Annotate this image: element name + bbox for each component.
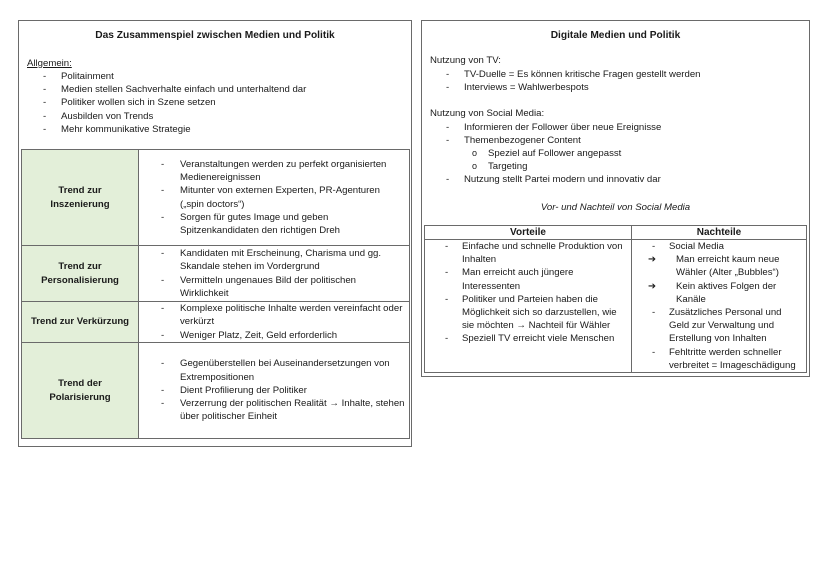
list-item bbox=[430, 134, 800, 147]
list-item: - Medien stellen Sachverhalte einfach und unterhaltend dar bbox=[27, 83, 397, 96]
list-item bbox=[632, 240, 804, 253]
list-item bbox=[632, 253, 804, 279]
list-item: - Sorgen für gutes Image und geben Spitzenkandidaten den richtigen Dreh bbox=[139, 211, 405, 237]
pros-cell bbox=[425, 240, 632, 373]
general-label: Allgemein: bbox=[27, 58, 72, 69]
social-media-list bbox=[430, 121, 800, 147]
list-item: - Kandidaten mit Erscheinung, Charisma und gg. Skandale stehen im Vordergrund bbox=[139, 247, 405, 273]
list-item: - Verzerrung der politischen Realität → Inhalte, stehen über politischer Einheit bbox=[139, 397, 405, 423]
list-item: - Ausbilden von Trends bbox=[27, 110, 397, 123]
table-row bbox=[22, 302, 410, 343]
trend-name-cell bbox=[22, 246, 139, 302]
panel-title: Das Zusammenspiel zwischen Medien und Politik bbox=[95, 30, 335, 41]
list-item: - Weniger Platz, Zeit, Geld erforderlich bbox=[139, 329, 405, 342]
tv-label: Nutzung von TV: bbox=[430, 55, 501, 66]
social-media-label: Nutzung von Social Media: bbox=[430, 108, 545, 119]
list-item-text: Themenbezogener Content bbox=[464, 135, 581, 147]
media-politics-panel bbox=[18, 20, 412, 447]
trend-name: Polarisierung bbox=[49, 391, 111, 403]
list-item: - Einfache und schnelle Produktion von Inhalten bbox=[425, 240, 629, 266]
cons-header: Nachteile bbox=[632, 226, 807, 240]
panel-title: Digitale Medien und Politik bbox=[550, 30, 681, 41]
list-item: - Politiker und Parteien haben die Möglichkeit sich so darzustellen, wie sie möchten → Nachteil für Wähler bbox=[425, 293, 629, 333]
trend-content-cell bbox=[139, 302, 410, 343]
list-item: - Vermitteln ungenaues Bild der politischen Wirklichkeit bbox=[139, 274, 405, 300]
trend-name: Trend zur bbox=[58, 185, 102, 197]
list-item: - TV-Duelle = Es können kritische Fragen gestellt werden bbox=[430, 68, 800, 81]
table-row bbox=[22, 246, 410, 302]
arrow-right-icon: ➔ bbox=[648, 254, 657, 266]
trend-content-cell bbox=[139, 246, 410, 302]
list-item: - Politainment bbox=[27, 70, 397, 83]
list-item: - Mehr kommunikative Strategie bbox=[27, 123, 397, 136]
list-item: o Targeting bbox=[448, 160, 788, 173]
list-item: - Politiker wollen sich in Szene setzen bbox=[27, 96, 397, 109]
trend-name: Trend zur Verkürzung bbox=[30, 316, 130, 328]
trends-table bbox=[21, 149, 410, 439]
list-item: o Speziel auf Follower angepasst bbox=[448, 147, 788, 160]
list-item: - Mitunter von externen Experten, PR-Agenturen („spin doctors“) bbox=[139, 184, 405, 210]
tv-list bbox=[430, 68, 800, 94]
trend-name: Personalisierung bbox=[41, 274, 119, 286]
trend-name: Trend zur bbox=[58, 261, 102, 273]
list-item-text: Man erreicht kaum neue Wähler (Alter „Bubbles“) bbox=[676, 254, 780, 279]
trend-name-cell bbox=[22, 302, 139, 343]
list-item: - Nutzung stellt Partei modern und innovativ dar bbox=[430, 173, 800, 186]
list-item: - Fehltritte werden schneller verbreitet = Imageschädigung bbox=[632, 346, 804, 372]
table-row bbox=[22, 150, 410, 246]
table-row bbox=[425, 226, 807, 240]
list-item: - Interviews = Wahlwerbespots bbox=[430, 81, 800, 94]
table-row bbox=[22, 343, 410, 439]
arrow-right-icon: ➔ bbox=[648, 280, 657, 292]
social-media-sublist bbox=[448, 147, 788, 173]
social-media-list-cont bbox=[430, 173, 800, 186]
list-item: - Veranstaltungen werden zu perfekt organisierten Medienereignissen bbox=[139, 158, 405, 184]
list-item bbox=[632, 280, 804, 306]
general-list bbox=[27, 70, 397, 136]
trend-name-cell bbox=[22, 150, 139, 246]
pros-cons-table bbox=[424, 225, 807, 373]
trend-name-cell bbox=[22, 343, 139, 439]
list-item: - Gegenüberstellen bei Auseinandersetzungen von Extrempositionen bbox=[139, 357, 405, 383]
pros-cons-caption: Vor- und Nachteil von Social Media bbox=[540, 202, 691, 213]
pros-header: Vorteile bbox=[425, 226, 632, 240]
trend-name: Inszenierung bbox=[50, 198, 110, 210]
trend-content-cell bbox=[139, 343, 410, 439]
list-item-text: Kein aktives Folgen der Kanäle bbox=[676, 280, 777, 305]
table-row bbox=[425, 240, 807, 373]
list-item-text: Social Media bbox=[669, 241, 724, 252]
list-item: - Komplexe politische Inhalte werden vereinfacht oder verkürzt bbox=[139, 302, 405, 328]
trend-content-cell bbox=[139, 150, 410, 246]
list-item: - Man erreicht auch jüngere Interessenten bbox=[425, 266, 629, 292]
cons-cell bbox=[632, 240, 807, 373]
trend-name: Trend der bbox=[58, 378, 102, 390]
list-item: - Speziell TV erreicht viele Menschen bbox=[425, 332, 629, 345]
list-item: - Informieren der Follower über neue Ereignisse bbox=[430, 121, 800, 134]
list-item: - Zusätzliches Personal und Geld zur Verwaltung und Erstellung von Inhalten bbox=[632, 306, 804, 346]
list-item: - Dient Profilierung der Politiker bbox=[139, 384, 405, 397]
digital-media-panel bbox=[421, 20, 810, 377]
